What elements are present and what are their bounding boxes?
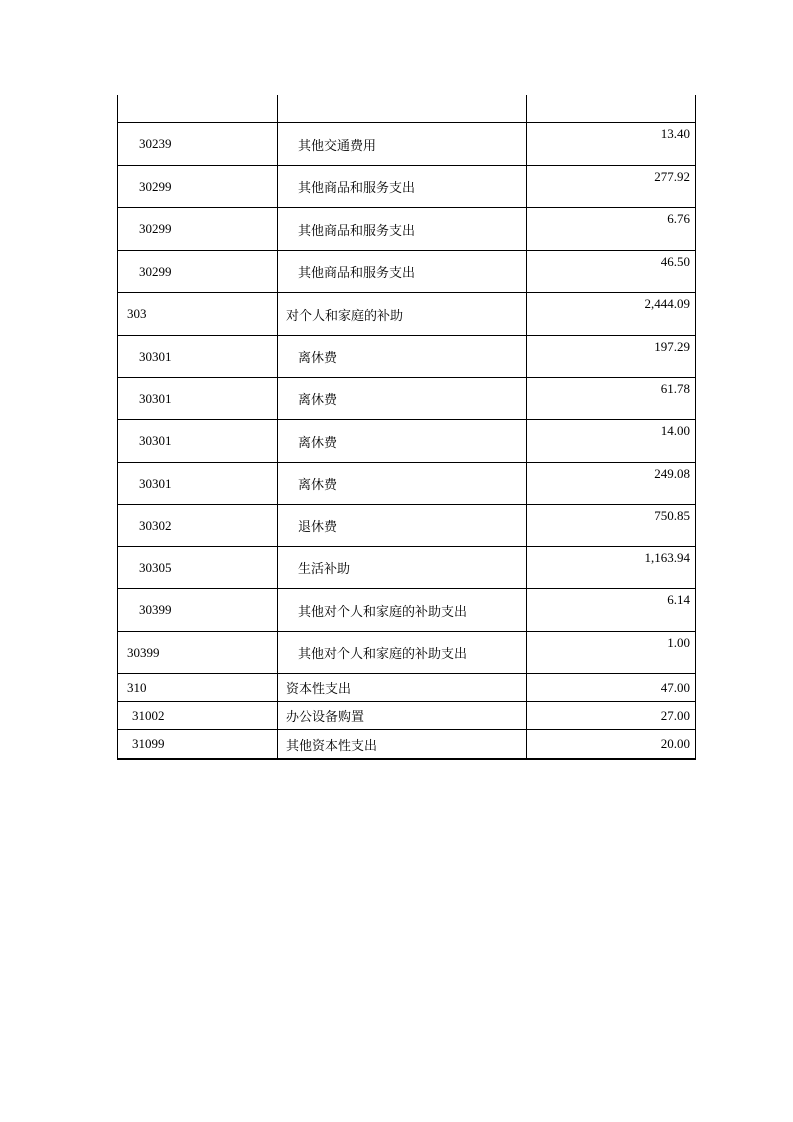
amount-text: 750.85 xyxy=(654,508,690,523)
amount-cell xyxy=(527,293,695,335)
description-text: 其他资本性支出 xyxy=(286,737,378,753)
description-cell xyxy=(278,123,527,165)
table-row-partial xyxy=(118,95,695,123)
code-cell xyxy=(118,589,278,631)
code-cell xyxy=(118,730,278,758)
table-row xyxy=(118,166,695,208)
code-cell xyxy=(118,702,278,729)
description-cell xyxy=(278,95,527,122)
description-text: 离休费 xyxy=(298,392,338,407)
code-text: 30301 xyxy=(139,390,172,406)
description-cell xyxy=(278,293,527,335)
code-text: 30301 xyxy=(139,475,172,491)
description-cell xyxy=(278,547,527,588)
code-text: 30299 xyxy=(139,178,172,194)
code-cell xyxy=(118,420,278,462)
amount-text: 20.00 xyxy=(660,736,690,751)
amount-cell xyxy=(527,378,695,419)
amount-text: 13.40 xyxy=(660,126,690,141)
amount-text: 1.00 xyxy=(667,635,690,650)
table-row xyxy=(118,730,695,758)
description-cell xyxy=(278,378,527,419)
code-text: 31002 xyxy=(132,707,165,723)
description-text: 离休费 xyxy=(298,477,338,492)
description-text: 离休费 xyxy=(298,434,338,450)
amount-text: 61.78 xyxy=(660,381,690,396)
amount-cell xyxy=(527,336,695,377)
code-text: 30301 xyxy=(139,433,172,448)
table-row-class-310 xyxy=(118,674,695,702)
description-cell xyxy=(278,166,527,207)
amount-text: 1,163.94 xyxy=(644,550,690,565)
description-text: 对个人和家庭的补助 xyxy=(286,307,404,323)
code-text: 303 xyxy=(127,306,147,321)
description-text: 办公设备购置 xyxy=(286,709,365,724)
description-text: 生活补助 xyxy=(298,561,351,576)
description-cell xyxy=(278,336,527,377)
description-cell xyxy=(278,674,527,701)
code-cell xyxy=(118,632,278,673)
code-text: 30301 xyxy=(139,348,172,364)
description-cell xyxy=(278,463,527,504)
code-cell xyxy=(118,208,278,250)
description-cell xyxy=(278,730,527,758)
amount-text: 2,444.09 xyxy=(644,296,690,311)
code-text: 30302 xyxy=(139,517,172,533)
code-cell xyxy=(118,463,278,504)
table-row xyxy=(118,632,695,674)
code-text: 30239 xyxy=(139,136,172,151)
description-text: 资本性支出 xyxy=(286,681,352,696)
budget-expenditure-table xyxy=(117,95,696,760)
table-row xyxy=(118,420,695,463)
code-cell xyxy=(118,505,278,546)
amount-text: 47.00 xyxy=(660,679,690,695)
code-text: 30399 xyxy=(139,602,172,617)
table-row xyxy=(118,547,695,589)
amount-text: 6.76 xyxy=(667,211,690,226)
table-row-class-303 xyxy=(118,293,695,336)
amount-text: 277.92 xyxy=(654,169,690,184)
code-cell xyxy=(118,378,278,419)
table-row xyxy=(118,336,695,378)
amount-cell xyxy=(527,702,695,729)
amount-cell xyxy=(527,730,695,758)
code-cell xyxy=(118,123,278,165)
description-cell xyxy=(278,632,527,673)
amount-cell xyxy=(527,589,695,631)
code-text: 30399 xyxy=(127,644,160,660)
description-text: 其他商品和服务支出 xyxy=(298,265,416,280)
table-row xyxy=(118,251,695,293)
amount-text: 6.14 xyxy=(667,592,690,607)
amount-cell xyxy=(527,123,695,165)
code-cell xyxy=(118,674,278,701)
table-row xyxy=(118,589,695,632)
code-text: 30305 xyxy=(139,559,172,575)
amount-text: 14.00 xyxy=(660,423,690,438)
description-text: 其他对个人和家庭的补助支出 xyxy=(298,646,468,661)
description-cell xyxy=(278,505,527,546)
amount-cell xyxy=(527,674,695,701)
code-cell xyxy=(118,293,278,335)
amount-text: 27.00 xyxy=(660,707,690,723)
amount-text: 197.29 xyxy=(654,339,690,354)
code-text: 30299 xyxy=(139,221,172,236)
amount-cell xyxy=(527,420,695,462)
amount-cell xyxy=(527,505,695,546)
amount-cell xyxy=(527,547,695,588)
description-cell xyxy=(278,702,527,729)
description-cell xyxy=(278,251,527,292)
description-cell xyxy=(278,589,527,631)
amount-cell xyxy=(527,166,695,207)
code-text: 310 xyxy=(127,679,147,695)
amount-text: 249.08 xyxy=(654,466,690,481)
table-row xyxy=(118,208,695,251)
description-text: 其他对个人和家庭的补助支出 xyxy=(298,603,468,619)
code-cell xyxy=(118,95,278,122)
description-text: 其他商品和服务支出 xyxy=(298,180,416,195)
description-cell xyxy=(278,208,527,250)
amount-text: 46.50 xyxy=(660,254,690,269)
code-cell xyxy=(118,547,278,588)
amount-cell xyxy=(527,463,695,504)
amount-cell xyxy=(527,95,695,122)
code-cell xyxy=(118,336,278,377)
table-row xyxy=(118,463,695,505)
table-row xyxy=(118,702,695,730)
description-text: 其他商品和服务支出 xyxy=(298,222,416,238)
code-text: 31099 xyxy=(132,736,165,751)
description-text: 其他交通费用 xyxy=(298,137,377,153)
table-row xyxy=(118,123,695,166)
description-cell xyxy=(278,420,527,462)
amount-cell xyxy=(527,632,695,673)
table-row xyxy=(118,378,695,420)
table-row xyxy=(118,505,695,547)
code-text: 30299 xyxy=(139,263,172,279)
amount-cell xyxy=(527,208,695,250)
code-cell xyxy=(118,166,278,207)
description-text: 离休费 xyxy=(298,350,338,365)
code-cell xyxy=(118,251,278,292)
description-text: 退休费 xyxy=(298,519,338,534)
amount-cell xyxy=(527,251,695,292)
